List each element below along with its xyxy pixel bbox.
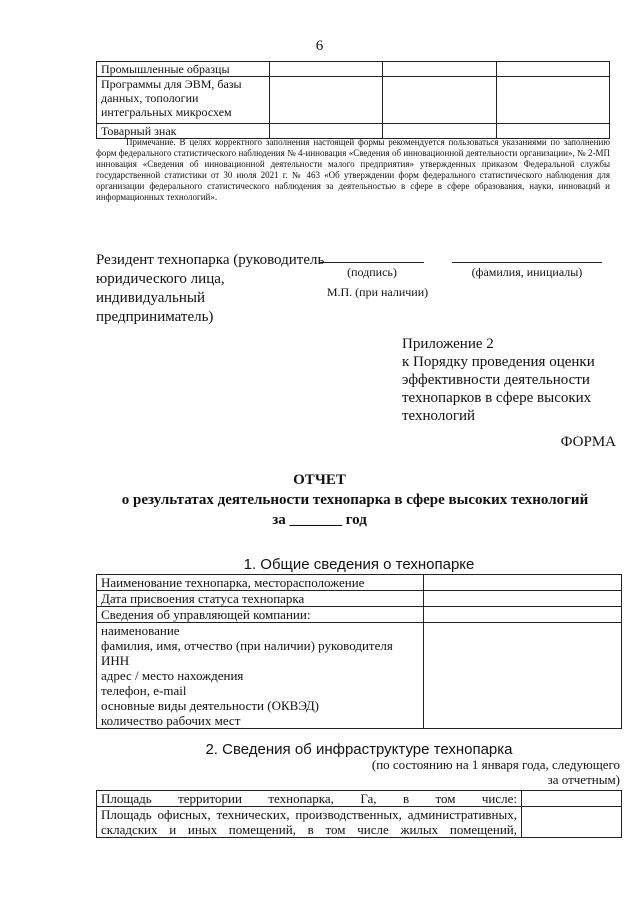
list-item: ИНН: [101, 653, 130, 668]
table-cell: [496, 62, 609, 77]
appendix-text: к Порядку проведения оценки эффективности деятельности технопарков в сфере высоких технологий: [402, 354, 595, 424]
table-cell: [383, 77, 496, 124]
table-row: [97, 575, 622, 591]
form-note: [96, 137, 610, 203]
table-cell: [522, 807, 622, 838]
name-caption: (фамилия, инициалы): [471, 265, 583, 279]
table-row: [97, 791, 622, 807]
table-cell: Площадь территории технопарка, Га, в том числе:: [97, 791, 522, 807]
table-cell: Промышленные образцы: [97, 62, 270, 77]
table-cell: Наименование технопарка, месторасположение: [97, 575, 424, 591]
form-note-text: Примечание. В целях корректного заполнения настоящей формы рекомендуется пользоваться указаниями по заполнению форм федерального статистического наблюдения № 4-инновация «Сведения об инновационной деятельности организации», № 2-МП инновация «Сведения об инновационной деятельности малого предприятия» утвержденных приказом Федеральной службы государственной статистики от 30 июля 2021 г. № 463 «Об утверждении форм федерального статистического наблюдения для организации федерального статистического наблюдения за деятельностью в сфере в сфере образования, науки, инноваций и информационных технологий».: [96, 137, 610, 202]
table-row: [97, 623, 622, 729]
table-cell: Площадь офисных, технических, производственных, административных, складских и иных помещений, в том числе жилых помещений,: [97, 807, 522, 838]
name-line: [452, 262, 602, 263]
general-info-table: [96, 574, 622, 729]
as-of-note: (по состоянию на 1 января года, следующего за отчетным): [371, 757, 620, 787]
table-cell: [424, 591, 622, 607]
table-row: [97, 591, 622, 607]
page-number: 6: [315, 38, 324, 54]
table-cell: [383, 62, 496, 77]
signature-line: [320, 262, 424, 263]
table-cell: [522, 791, 622, 807]
resident-label: Резидент технопарка (руководитель юридического лица, индивидуальный предприниматель): [96, 252, 325, 325]
signature-caption: (подпись): [347, 265, 397, 279]
list-item: наименование: [101, 623, 180, 638]
form-label: ФОРМА: [560, 434, 616, 450]
list-item: адрес / место нахождения: [101, 668, 244, 683]
list-item: фамилия, имя, отчество (при наличии) руководителя: [101, 638, 393, 653]
list-item: телефон, e-mail: [101, 683, 187, 698]
table-row: [97, 62, 610, 77]
stamp-caption: М.П. (при наличии): [326, 285, 429, 299]
table-cell: [424, 623, 622, 729]
table-cell: Программы для ЭВМ, базы данных, топологии интегральных микросхем: [97, 77, 270, 124]
list-item: основные виды деятельности (ОКВЭД): [101, 698, 320, 713]
section1-heading: 1. Общие сведения о технопарке: [243, 556, 475, 573]
appendix-title: Приложение 2: [402, 336, 494, 352]
ip-objects-table: [96, 61, 610, 139]
list-item: количество рабочих мест: [101, 713, 241, 728]
table-cell: [270, 77, 383, 124]
appendix-block: [402, 335, 622, 425]
table-row: [97, 607, 622, 623]
section2-heading: 2. Сведения об инфраструктуре технопарка: [205, 741, 513, 758]
report-title: ОТЧЕТ: [293, 472, 346, 488]
report-year-line: за _______ год: [272, 512, 367, 528]
table-cell: [424, 575, 622, 591]
company-items-cell: [97, 623, 424, 729]
table-row: [97, 77, 610, 124]
table-cell: [270, 62, 383, 77]
table-cell: Дата присвоения статуса технопарка: [97, 591, 424, 607]
table-cell: [496, 77, 609, 124]
infrastructure-table: [96, 790, 622, 838]
table-cell: Сведения об управляющей компании:: [97, 607, 424, 623]
table-cell: Товарный знак: [97, 124, 270, 139]
table-cell: [424, 607, 622, 623]
table-row: [97, 807, 622, 838]
report-subtitle: о результатах деятельности технопарка в сфере высоких технологий: [121, 492, 589, 508]
